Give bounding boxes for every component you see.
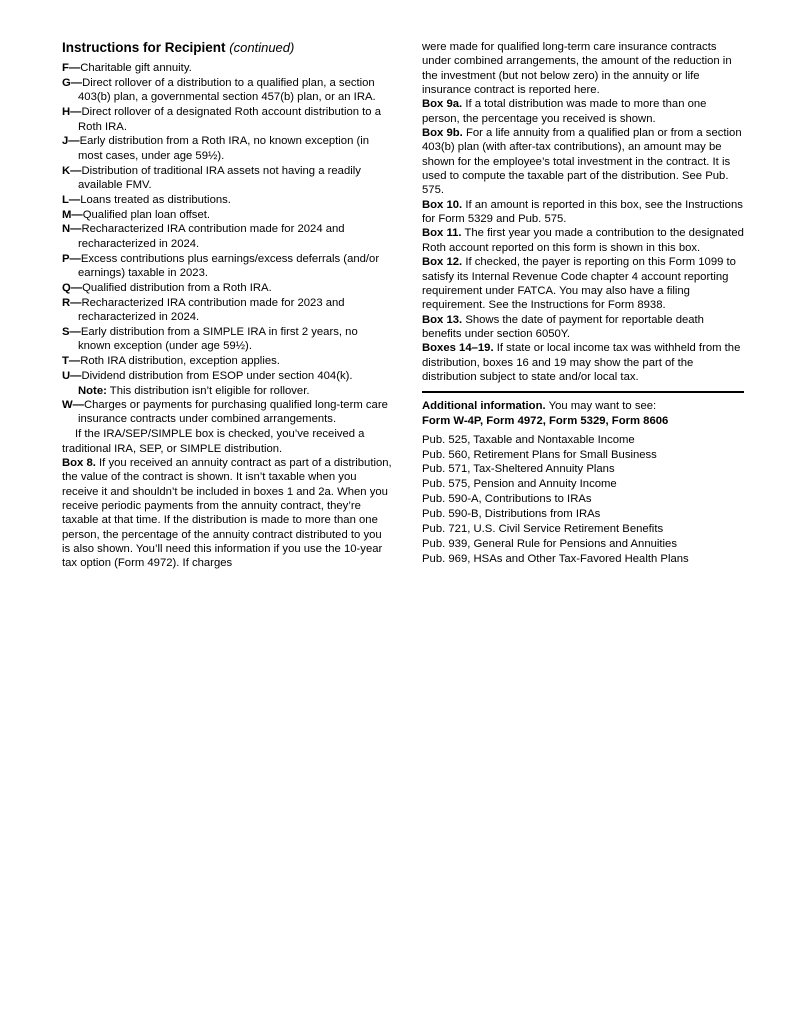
box-9b-text: For a life annuity from a qualified plan or from a section 403(b) plan (with after-tax contributions), an amount may be shown for the employee’s total investment in the contract. It is used to compute the taxable part of the distribution. See Pub. 575. [422, 127, 742, 197]
distribution-code-item [62, 193, 392, 207]
publication-item: Pub. 590-A, Contributions to IRAs [422, 493, 592, 506]
publication-item: Pub. 969, HSAs and Other Tax-Favored Health Plans [422, 552, 689, 565]
distribution-code-item [62, 61, 392, 75]
code-letter: T— [62, 355, 81, 368]
code-text: Roth IRA distribution, exception applies. [80, 355, 280, 368]
distribution-code-item [62, 354, 392, 368]
code-text: Excess contributions plus earnings/excess deferrals (and/or earnings) taxable in 2023. [78, 252, 380, 279]
box-8-paragraph [62, 456, 392, 571]
box-9a-text: If a total distribution was made to more than one person, the percentage you received is shown. [422, 98, 707, 125]
code-text: Dividend distribution from ESOP under section 404(k). [81, 369, 353, 382]
boxes-14-19-label: Boxes 14–19. [422, 342, 494, 355]
right-column [422, 40, 744, 571]
code-text: Loans treated as distributions. [80, 193, 231, 206]
code-text: Distribution of traditional IRA assets not having a readily available FMV. [78, 164, 361, 191]
code-letter: Q— [62, 281, 83, 294]
code-text: Charitable gift annuity. [80, 62, 192, 75]
box-9a-paragraph [422, 97, 744, 126]
code-text: Recharacterized IRA contribution made for 2024 and recharacterized in 2024. [78, 223, 345, 250]
box-10-paragraph [422, 198, 744, 227]
code-letter: S— [62, 325, 81, 338]
code-letter: W— [62, 399, 84, 412]
distribution-code-item [62, 281, 392, 295]
two-column-layout [62, 40, 744, 571]
publication-item: Pub. 571, Tax-Sheltered Annuity Plans [422, 463, 615, 476]
code-letter: U— [62, 369, 82, 382]
box-11-text: The first year you made a contribution to the designated Roth account reported on this form is shown in this box. [422, 227, 744, 254]
code-text: Charges or payments for purchasing qualified long-term care insurance contracts under combined arrangements. [78, 399, 388, 426]
code-letter: K— [62, 164, 82, 177]
publication-item: Pub. 560, Retirement Plans for Small Business [422, 448, 657, 461]
code-letter: L— [62, 193, 81, 206]
distribution-code-item [62, 252, 392, 281]
box-12-paragraph [422, 255, 744, 312]
box-8-continuation: were made for qualified long-term care insurance contracts under combined arrangements, the amount of the reduction in the investment (but not below zero) in the annuity or life insurance contract is reported here. [422, 41, 732, 97]
publication-item: Pub. 575, Pension and Annuity Income [422, 478, 617, 491]
related-forms-line: Form W-4P, Form 4972, Form 5329, Form 8606 [422, 414, 669, 427]
box-9b-paragraph [422, 126, 744, 198]
additional-information-text: You may want to see: [545, 400, 657, 413]
page-title-text: Instructions for Recipient [62, 40, 226, 55]
boxes-14-19-text: If state or local income tax was withheld from the distribution, boxes 16 and 19 may show the part of the distribution subject to state and/or local tax. [422, 342, 741, 383]
code-text: Qualified plan loan offset. [82, 208, 211, 221]
box-13-paragraph [422, 313, 744, 342]
note-label: Note: [78, 384, 107, 397]
code-text: Direct rollover of a distribution to a qualified plan, a section 403(b) plan, a governmental section 457(b) plan, or an IRA. [78, 77, 376, 104]
box-10-text: If an amount is reported in this box, see the Instructions for Form 5329 and Pub. 575. [422, 198, 743, 226]
page-title-continued: (continued) [229, 40, 295, 55]
box-12-label: Box 12. [422, 256, 463, 269]
code-letter: J— [62, 135, 80, 148]
additional-information-label: Additional information. [422, 400, 546, 413]
publication-item: Pub. 590-B, Distributions from IRAs [422, 508, 601, 521]
code-letter: N— [62, 223, 82, 236]
left-column [62, 40, 392, 571]
rollover-note [62, 384, 392, 398]
publication-item: Pub. 721, U.S. Civil Service Retirement Benefits [422, 523, 664, 536]
box-9a-label: Box 9a. [422, 98, 463, 111]
box-11-paragraph [422, 226, 744, 255]
distribution-code-item [62, 105, 392, 134]
distribution-code-item [62, 325, 392, 354]
code-text: Early distribution from a Roth IRA, no known exception (in most cases, under age 59½). [78, 135, 370, 162]
code-letter: R— [62, 296, 82, 309]
box-9b-label: Box 9b. [422, 127, 463, 140]
page-title [62, 40, 392, 56]
box-12-text: If checked, the payer is reporting on this Form 1099 to satisfy its Internal Revenue Code chapter 4 account reporting requirement under FATCA. You may also have a filing requirement. See the Instructions for Form 8938. [422, 256, 736, 312]
code-letter: H— [62, 106, 82, 119]
code-letter: G— [62, 77, 83, 90]
box-10-label: Box 10. [422, 198, 463, 211]
box-8-text: If you received an annuity contract as part of a distribution, the value of the contract is shown. It isn’t taxable when you receive it and shouldn’t be included in boxes 1 and 2a. When you receive periodic payments from the annuity contract, they’re taxable at that time. If the distribution is made to more than one person, the percentage of the annuity contract distributed to you is also shown. You’ll need this information if you use the 10-year tax option (Form 4972). If charges [62, 456, 392, 570]
publication-item: Pub. 525, Taxable and Nontaxable Income [422, 433, 635, 446]
code-text: Qualified distribution from a Roth IRA. [82, 281, 272, 294]
distribution-code-item [62, 134, 392, 163]
box-11-label: Box 11. [422, 227, 462, 240]
distribution-code-item [62, 398, 392, 427]
publication-item: Pub. 939, General Rule for Pensions and Annuities [422, 537, 677, 550]
code-letter: F— [62, 62, 81, 75]
box-8-label: Box 8. [62, 456, 96, 469]
code-text: Early distribution from a SIMPLE IRA in first 2 years, no known exception (under age 59½). [78, 325, 358, 353]
box-13-text: Shows the date of payment for reportable death benefits under section 6050Y. [422, 313, 704, 340]
distribution-code-item [62, 76, 392, 105]
additional-information-heading [422, 399, 744, 414]
section-divider [422, 391, 744, 393]
distribution-code-item [62, 222, 392, 251]
distribution-code-item [62, 208, 392, 222]
distribution-code-item [62, 164, 392, 193]
code-text: Direct rollover of a designated Roth account distribution to a Roth IRA. [78, 106, 382, 133]
code-letter: P— [62, 252, 81, 265]
distribution-code-item [62, 369, 392, 383]
ira-sep-simple-paragraph: If the IRA/SEP/SIMPLE box is checked, you’ve received a traditional IRA, SEP, or SIMPLE distribution. [62, 428, 365, 455]
code-text: Recharacterized IRA contribution made for 2023 and recharacterized in 2024. [78, 296, 345, 324]
code-letter: M— [62, 208, 83, 221]
note-text: This distribution isn’t eligible for rollover. [106, 384, 310, 397]
box-13-label: Box 13. [422, 313, 463, 326]
distribution-code-item [62, 296, 392, 325]
boxes-14-19-paragraph [422, 341, 744, 384]
